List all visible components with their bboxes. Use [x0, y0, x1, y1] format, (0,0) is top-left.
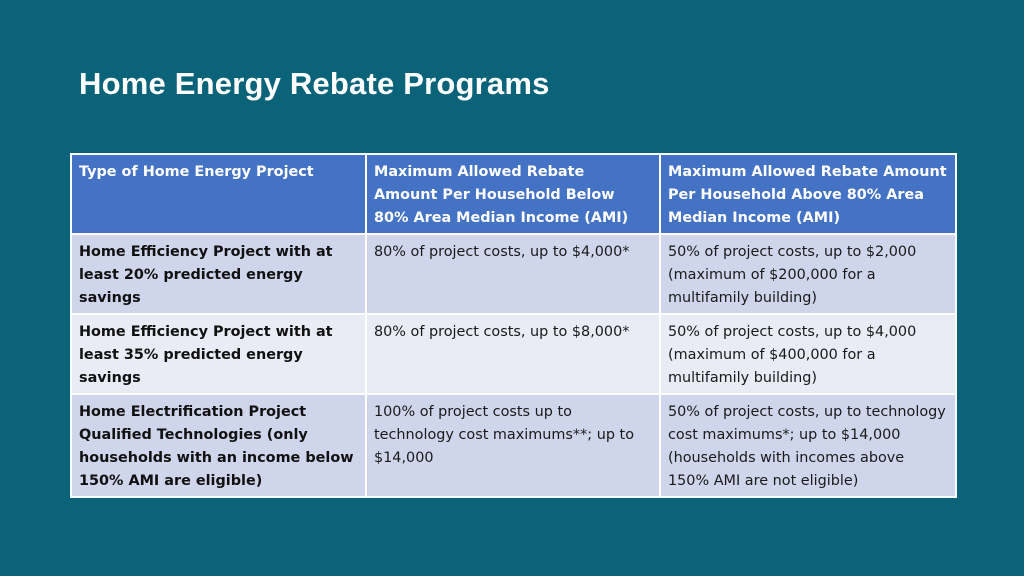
rebate-above-80-cell: 50% of project costs, up to technology cost maximums*; up to $14,000 (households with incomes above 150% AMI are not eligible)	[660, 394, 956, 497]
table-row	[71, 314, 956, 394]
rebate-above-80-cell: 50% of project costs, up to $4,000 (maximum of $400,000 for a multifamily building)	[660, 314, 956, 394]
rebate-above-80-cell: 50% of project costs, up to $2,000 (maximum of $200,000 for a multifamily building)	[660, 234, 956, 314]
rebate-below-80-cell: 80% of project costs, up to $4,000*	[366, 234, 660, 314]
table-row	[71, 234, 956, 314]
table-row	[71, 394, 956, 497]
header-rebate-below-80-ami: Maximum Allowed Rebate Amount Per Household Below 80% Area Median Income (AMI)	[366, 154, 660, 234]
header-project-type: Type of Home Energy Project	[71, 154, 366, 234]
header-rebate-above-80-ami: Maximum Allowed Rebate Amount Per Household Above 80% Area Median Income (AMI)	[660, 154, 956, 234]
project-type-cell: Home Efficiency Project with at least 20% predicted energy savings	[71, 234, 366, 314]
slide-title: Home Energy Rebate Programs	[79, 66, 550, 101]
rebate-table	[70, 153, 957, 498]
rebate-below-80-cell: 80% of project costs, up to $8,000*	[366, 314, 660, 394]
project-type-cell: Home Efficiency Project with at least 35% predicted energy savings	[71, 314, 366, 394]
table-header-row	[71, 154, 956, 234]
project-type-cell: Home Electrification Project Qualified Technologies (only households with an income below 150% AMI are eligible)	[71, 394, 366, 497]
rebate-below-80-cell: 100% of project costs up to technology cost maximums**; up to $14,000	[366, 394, 660, 497]
